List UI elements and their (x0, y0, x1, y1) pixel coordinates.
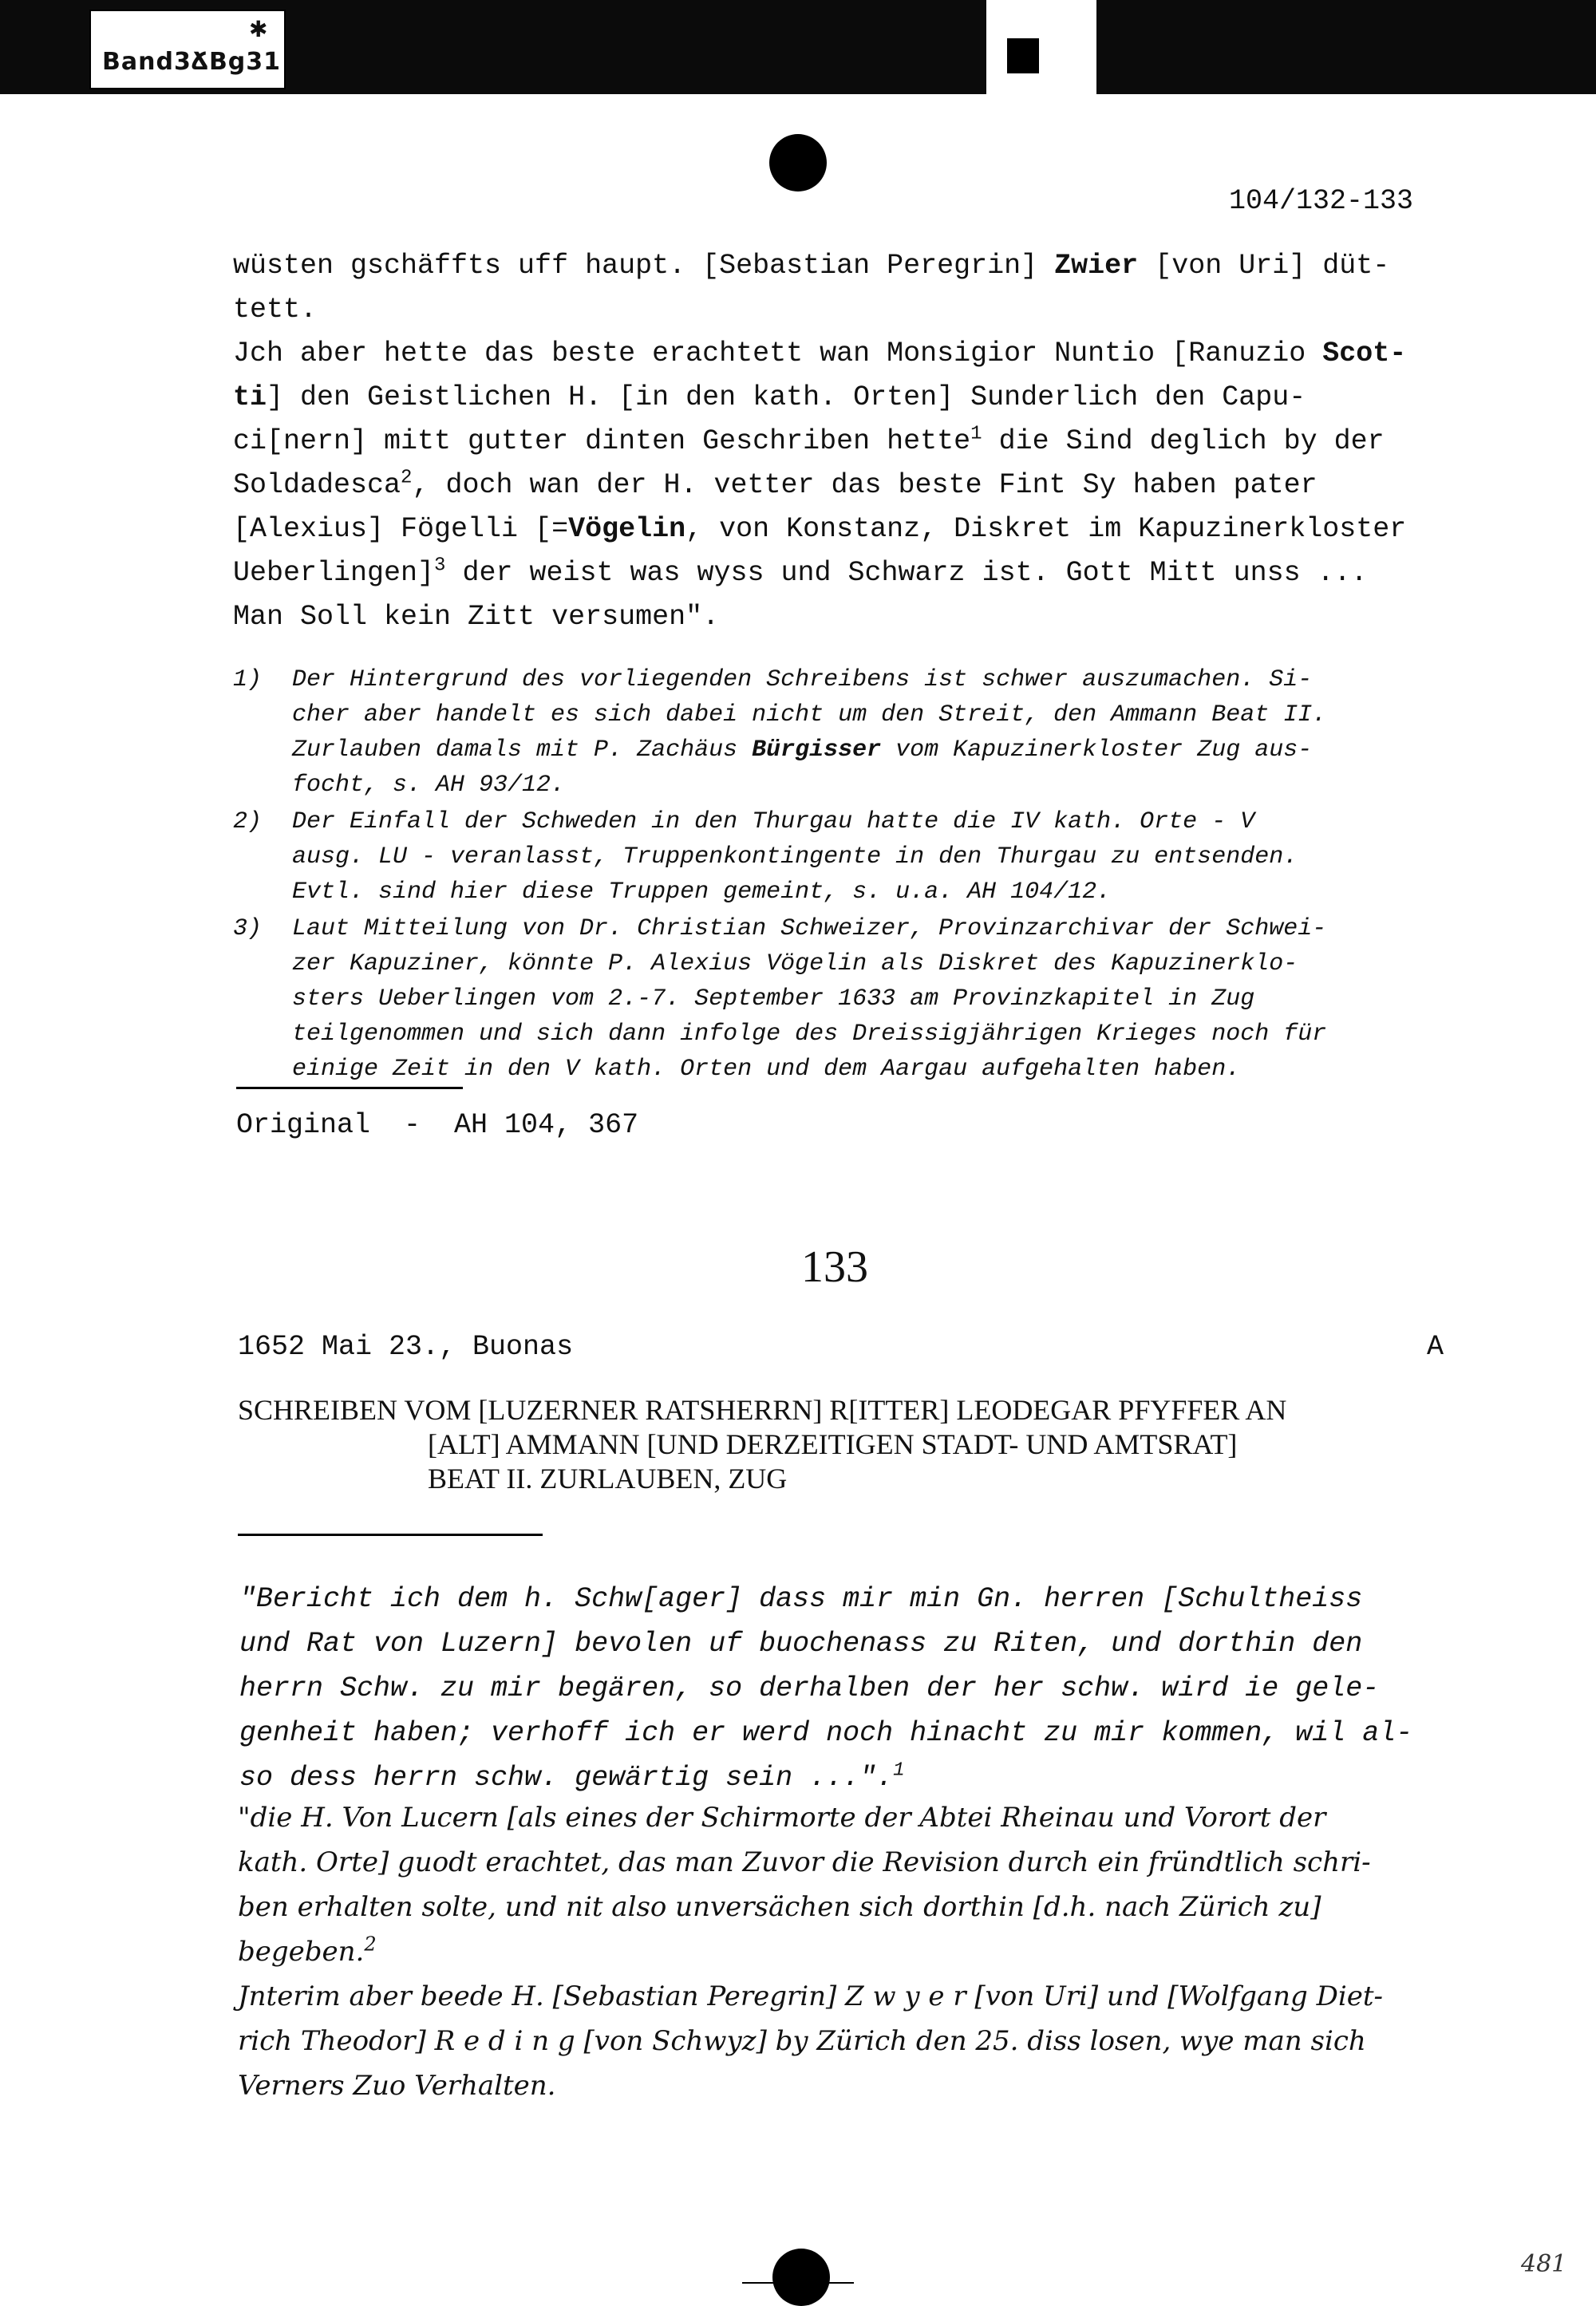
text-segment: zer Kapuziner, könnte P. Alexius Vögelin als Diskret des Kapuzinerklo- (292, 950, 1298, 977)
text-line (238, 1795, 1451, 1840)
text-line (239, 1621, 1452, 1666)
document-number: 133 (801, 1242, 868, 1292)
text-segment: teilgenommen und sich dann infolge des Dreissigjährigen Krieges noch für (292, 1021, 1327, 1048)
text-segment: Soldadesca (233, 469, 401, 501)
text-segment: Laut Mitteilung von Dr. Christian Schweizer, Provinzarchivar der Schwei- (292, 915, 1327, 942)
punch-hole-bottom (772, 2249, 830, 2306)
text-line (292, 1017, 1454, 1052)
footnote (233, 662, 1454, 803)
text-segment: und Rat von Luzern] bevolen uf buochenass zu Riten, und dorthin den (239, 1628, 1363, 1660)
footnote-number: 2) (233, 808, 263, 835)
text-segment: Jnterim aber beede H. [Sebastian Peregrin] Z w y e r [von Uri] und [Wolfgang Diet- (238, 1980, 1384, 2012)
text-line (238, 2063, 1451, 2108)
letter-excerpt-paragraph (233, 244, 1454, 639)
text-segment: Zwier (1054, 250, 1139, 282)
text-line (238, 1974, 1451, 2019)
heading-line: BEAT II. ZURLAUBEN, ZUG (428, 1463, 788, 1495)
footnote-number: 3) (233, 915, 263, 942)
text-segment: Der Hintergrund des vorliegenden Schreibens ist schwer auszumachen. Si- (292, 666, 1313, 693)
footnote-number: 1) (233, 666, 263, 693)
text-segment: Verners Zuo Verhalten. (238, 2070, 556, 2102)
text-line (292, 981, 1454, 1017)
text-segment: wüsten gschäffts uff haupt. [Sebastian Peregrin] (233, 250, 1055, 282)
text-segment: ti (233, 381, 267, 413)
footnote-text (292, 804, 1454, 910)
text-line (233, 244, 1454, 288)
document-heading (238, 1393, 1467, 1496)
stamp-mark: ✱ (249, 16, 269, 42)
text-segment: sters Ueberlingen vom 2.-7. September 1633 am Provinzkapitel in Zug (292, 985, 1255, 1013)
text-line (292, 697, 1454, 732)
text-segment: "die H. Von Lucern [als eines der Schirmorte der Abtei Rheinau und Vorort der (238, 1802, 1326, 1834)
handwritten-transcription (238, 1795, 1451, 2108)
text-segment: einige Zeit in den V kath. Orten und dem Aargau aufgehalten haben. (292, 1056, 1241, 1083)
text-line (238, 2019, 1451, 2063)
text-line (292, 732, 1454, 768)
archive-stamp (89, 10, 286, 89)
text-segment: so dess herrn schw. gewärtig sein ...". (239, 1762, 894, 1794)
text-line (292, 946, 1454, 981)
text-segment: tett. (233, 294, 318, 326)
text-line (239, 1711, 1452, 1755)
divider-rule (236, 1087, 463, 1089)
text-segment: begeben. (238, 1936, 365, 1968)
page-reference: 104/132-133 (1229, 185, 1414, 217)
text-segment: vom Kapuzinerkloster Zug aus- (881, 736, 1313, 764)
text-segment: kath. Orte] guodt erachtet, das man Zuvor die Revision durch ein fründtlich schri- (238, 1846, 1371, 1878)
footnote (233, 804, 1454, 910)
text-line (292, 662, 1454, 697)
text-line (233, 507, 1454, 551)
text-line (239, 1666, 1452, 1711)
footnote-marker: 2 (401, 467, 413, 489)
text-segment: der weist was wyss und Schwarz ist. Gott Mitt unss ... (445, 557, 1368, 589)
text-segment: Bürgisser (752, 736, 882, 764)
text-line (292, 768, 1454, 803)
text-segment: , von Konstanz, Diskret im Kapuzinerkloster (685, 513, 1407, 545)
footnote-marker: 1 (893, 1759, 905, 1782)
text-segment: Ueberlingen] (233, 557, 435, 589)
scan-bottom-line (742, 2282, 854, 2284)
text-line (233, 551, 1454, 595)
footnote-marker: 3 (434, 555, 446, 577)
footnote-marker: 1 (970, 423, 982, 445)
text-segment: genheit haben; verhoff ich er werd noch hinacht zu mir kommen, wil al- (239, 1717, 1413, 1749)
text-segment: ausg. LU - veranlasst, Truppenkontingente in den Thurgau zu entsenden. (292, 843, 1298, 871)
text-line (233, 332, 1454, 376)
heading-line: [ALT] AMMANN [UND DERZEITIGEN STADT- UND AMTSRAT] (428, 1428, 1238, 1460)
text-line (238, 1929, 1451, 1974)
text-line (233, 464, 1454, 507)
footnote-text (292, 911, 1454, 1087)
text-line (292, 911, 1454, 946)
footnote-text (292, 662, 1454, 803)
footnotes (233, 662, 1454, 1088)
text-line (233, 595, 1454, 639)
divider-rule (238, 1534, 543, 1536)
scan-white-patch (986, 0, 1096, 96)
stamp-label: Band3ՃBg31 (102, 48, 282, 76)
quoted-letter-text (239, 1577, 1452, 1800)
text-line (233, 288, 1454, 332)
text-segment: die Sind deglich by der (982, 425, 1385, 457)
text-line (233, 376, 1454, 420)
text-line (292, 875, 1454, 910)
text-segment: ci[nern] mitt gutter dinten Geschriben hette (233, 425, 971, 457)
page-number: 481 (1521, 2250, 1567, 2278)
text-segment: [Alexius] Fögelli [= (233, 513, 569, 545)
text-segment: Zurlauben damals mit P. Zachäus (292, 736, 753, 764)
heading-line: SCHREIBEN VOM [LUZERNER RATSHERRN] R[ITTER] LEODEGAR PFYFFER AN (238, 1394, 1287, 1426)
text-segment: ] den Geistlichen H. [in den kath. Orten] Sunderlich den Capu- (267, 381, 1306, 413)
text-segment: cher aber handelt es sich dabei nicht um den Streit, den Ammann Beat II. (292, 701, 1327, 729)
text-segment: Jch aber hette das beste erachtett wan Monsigior Nuntio [Ranuzio (233, 338, 1323, 369)
text-line (292, 804, 1454, 839)
text-line (292, 1052, 1454, 1087)
text-segment: rich Theodor] R e d i n g [von Schwyz] by Zürich den 25. diss losen, wye man sich (238, 2025, 1366, 2057)
text-segment: ben erhalten solte, und nit also unversächen sich dorthin [d.h. nach Zürich zu] (238, 1891, 1321, 1923)
text-segment: herrn Schw. zu mir begären, so derhalben der her schw. wird ie gele- (239, 1672, 1380, 1704)
text-segment: focht, s. AH 93/12. (292, 772, 566, 799)
scan-black-square (1007, 38, 1039, 73)
punch-hole-top (769, 134, 827, 192)
text-segment: Der Einfall der Schweden in den Thurgau hatte die IV kath. Orte - V (292, 808, 1255, 835)
text-segment: Evtl. sind hier diese Truppen gemeint, s. u.a. AH 104/12. (292, 879, 1112, 906)
text-line (238, 1840, 1451, 1885)
text-segment: Scot- (1322, 338, 1407, 369)
footnote-marker: 2 (364, 1933, 377, 1956)
original-source: Original - AH 104, 367 (236, 1109, 639, 1141)
text-segment: [von Uri] düt- (1138, 250, 1390, 282)
text-segment: , doch wan der H. vetter das beste Fint Sy haben pater (412, 469, 1317, 501)
text-line (292, 839, 1454, 875)
date-place: 1652 Mai 23., Buonas (238, 1331, 574, 1363)
text-segment: Man Soll kein Zitt versumen". (233, 601, 720, 633)
footnote (233, 911, 1454, 1087)
text-segment: Vögelin (568, 513, 686, 545)
text-line (233, 420, 1454, 464)
text-line (238, 1885, 1451, 1929)
text-line (239, 1577, 1452, 1621)
text-line (239, 1755, 1452, 1800)
text-segment: "Bericht ich dem h. Schw[ager] dass mir min Gn. herren [Schultheiss (239, 1583, 1363, 1615)
document-letter: A (1427, 1331, 1444, 1363)
